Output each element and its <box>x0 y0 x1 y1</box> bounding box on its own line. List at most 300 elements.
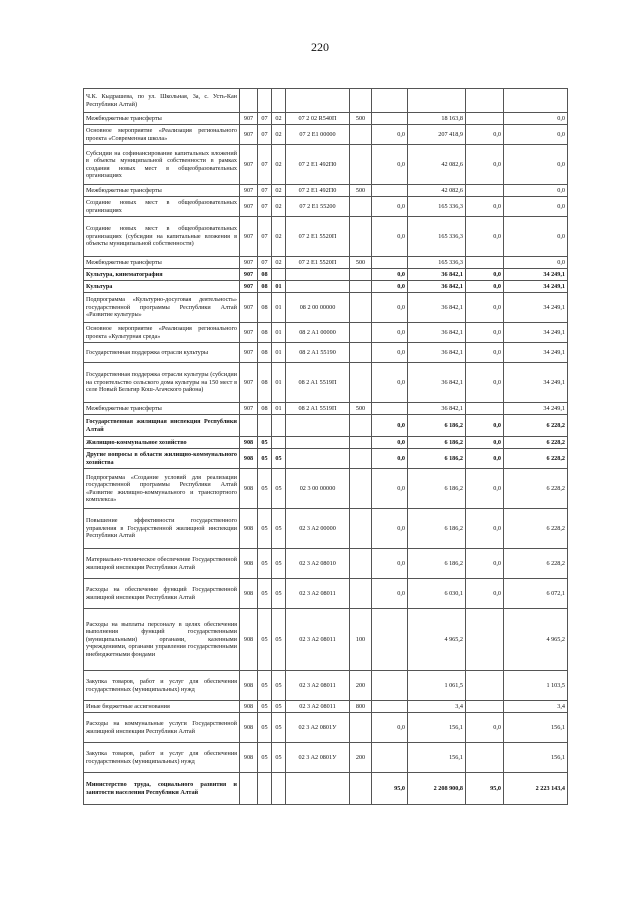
row-name: Иные бюджетные ассигнования <box>84 701 240 713</box>
table-row <box>84 415 568 437</box>
expense-type-code <box>350 773 372 805</box>
ministry-code: 907 <box>240 145 258 185</box>
ministry-code <box>240 89 258 113</box>
ministry-code: 907 <box>240 113 258 125</box>
subsection-code: 01 <box>272 281 286 293</box>
row-name: Закупка товаров, работ и услуг для обеспечения государственных (муниципальных) нужд <box>84 671 240 701</box>
value-1: 0,0 <box>372 197 408 217</box>
expense-type-code <box>350 579 372 609</box>
value-3 <box>466 701 504 713</box>
target-article-code: 08 2 A1 00000 <box>286 323 350 343</box>
value-4: 0,0 <box>504 185 568 197</box>
section-code: 08 <box>258 323 272 343</box>
expense-type-code <box>350 415 372 437</box>
target-article-code: 02 3 A2 0801У <box>286 713 350 743</box>
expense-type-code <box>350 549 372 579</box>
target-article-code: 07 2 E1 5520П <box>286 217 350 257</box>
value-1 <box>372 403 408 415</box>
expense-type-code <box>350 363 372 403</box>
value-1: 0,0 <box>372 579 408 609</box>
value-4: 1 103,5 <box>504 671 568 701</box>
value-2: 6 186,2 <box>408 437 466 449</box>
table-row <box>84 773 568 805</box>
ministry-code: 908 <box>240 713 258 743</box>
section-code <box>258 415 272 437</box>
value-1: 0,0 <box>372 415 408 437</box>
expense-type-code: 100 <box>350 609 372 671</box>
row-name: Межбюджетные трансферты <box>84 257 240 269</box>
value-1: 0,0 <box>372 293 408 323</box>
target-article-code: 08 2 A1 5519П <box>286 403 350 415</box>
table-row <box>84 125 568 145</box>
value-1: 0,0 <box>372 469 408 509</box>
subsection-code <box>272 269 286 281</box>
value-1: 0,0 <box>372 509 408 549</box>
table-row <box>84 185 568 197</box>
subsection-code: 05 <box>272 509 286 549</box>
ministry-code <box>240 773 258 805</box>
value-3: 95,0 <box>466 773 504 805</box>
row-name: Государственная жилищная инспекция Республики Алтай <box>84 415 240 437</box>
row-name: Создание новых мест в общеобразовательных организациях (субсидии на капитальные вложения в объекты муниципальной собственности) <box>84 217 240 257</box>
subsection-code: 02 <box>272 125 286 145</box>
value-4: 0,0 <box>504 197 568 217</box>
value-1: 0,0 <box>372 437 408 449</box>
target-article-code: 02 3 A2 00000 <box>286 509 350 549</box>
expense-type-code: 500 <box>350 257 372 269</box>
row-name: Расходы на обеспечение функций Государственной жилищной инспекции Республики Алтай <box>84 579 240 609</box>
section-code: 07 <box>258 145 272 185</box>
value-4: 34 249,1 <box>504 281 568 293</box>
row-name: Расходы на выплаты персоналу в целях обеспечения выполнения функций государственными (муниципальными) органами, казенными учреждениями, органами управления государственными внебюджетными фондами <box>84 609 240 671</box>
budget-table-body <box>84 89 568 805</box>
value-1: 0,0 <box>372 343 408 363</box>
value-3: 0,0 <box>466 323 504 343</box>
table-row <box>84 403 568 415</box>
value-1 <box>372 185 408 197</box>
row-name: Культура, кинематография <box>84 269 240 281</box>
table-row <box>84 217 568 257</box>
table-row <box>84 609 568 671</box>
subsection-code: 05 <box>272 743 286 773</box>
table-row <box>84 281 568 293</box>
row-name: Подпрограмма «Создание условий для реализации государственной программы Республики Алтай «Развитие жилищно-коммунального и транспортного комплекса» <box>84 469 240 509</box>
value-1: 0,0 <box>372 269 408 281</box>
section-code: 07 <box>258 257 272 269</box>
section-code: 07 <box>258 185 272 197</box>
row-name: Подпрограмма «Культурно-досуговая деятельность» государственной программы Республики Алтай «Развитие культуры» <box>84 293 240 323</box>
page-number: 220 <box>311 40 329 54</box>
value-1: 0,0 <box>372 549 408 579</box>
table-row <box>84 113 568 125</box>
subsection-code: 01 <box>272 293 286 323</box>
value-2: 3,4 <box>408 701 466 713</box>
section-code: 05 <box>258 579 272 609</box>
table-row <box>84 197 568 217</box>
value-1 <box>372 257 408 269</box>
value-2: 156,1 <box>408 713 466 743</box>
value-3: 0,0 <box>466 363 504 403</box>
row-name: Основное мероприятие «Реализация регионального проекта «Современная школа» <box>84 125 240 145</box>
ministry-code: 907 <box>240 293 258 323</box>
value-4: 3,4 <box>504 701 568 713</box>
expense-type-code: 500 <box>350 185 372 197</box>
section-code: 05 <box>258 449 272 469</box>
subsection-code <box>272 415 286 437</box>
ministry-code: 908 <box>240 449 258 469</box>
value-2: 36 842,1 <box>408 323 466 343</box>
target-article-code: 08 2 A1 55190 <box>286 343 350 363</box>
table-row <box>84 449 568 469</box>
subsection-code: 02 <box>272 257 286 269</box>
target-article-code: 07 2 E1 00000 <box>286 125 350 145</box>
expense-type-code: 500 <box>350 403 372 415</box>
value-2: 36 842,1 <box>408 269 466 281</box>
value-2: 6 186,2 <box>408 469 466 509</box>
target-article-code: 07 2 E1 5520П <box>286 257 350 269</box>
ministry-code: 908 <box>240 437 258 449</box>
ministry-code: 907 <box>240 197 258 217</box>
ministry-code: 908 <box>240 549 258 579</box>
section-code: 05 <box>258 509 272 549</box>
ministry-code: 908 <box>240 509 258 549</box>
section-code: 05 <box>258 701 272 713</box>
value-3: 0,0 <box>466 437 504 449</box>
value-3: 0,0 <box>466 449 504 469</box>
section-code: 08 <box>258 293 272 323</box>
section-code: 05 <box>258 469 272 509</box>
value-1 <box>372 89 408 113</box>
row-name: Субсидии на софинансирование капитальных вложений в объекты муниципальной собственности в рамках создания новых мест в общеобразовательных организациях <box>84 145 240 185</box>
ministry-code: 908 <box>240 743 258 773</box>
value-1: 0,0 <box>372 281 408 293</box>
subsection-code: 05 <box>272 701 286 713</box>
value-4: 156,1 <box>504 743 568 773</box>
value-2: 6 186,2 <box>408 549 466 579</box>
value-2: 42 082,6 <box>408 185 466 197</box>
target-article-code: 02 3 A2 0801У <box>286 743 350 773</box>
value-4: 6 228,2 <box>504 469 568 509</box>
section-code: 08 <box>258 403 272 415</box>
value-3: 0,0 <box>466 415 504 437</box>
value-2: 207 418,9 <box>408 125 466 145</box>
expense-type-code: 200 <box>350 743 372 773</box>
value-3 <box>466 671 504 701</box>
value-4: 0,0 <box>504 257 568 269</box>
table-row <box>84 469 568 509</box>
target-article-code: 02 3 00 00000 <box>286 469 350 509</box>
expense-type-code <box>350 293 372 323</box>
table-row <box>84 509 568 549</box>
value-4: 0,0 <box>504 145 568 185</box>
value-3 <box>466 743 504 773</box>
subsection-code: 01 <box>272 343 286 363</box>
target-article-code: 02 3 A2 08011 <box>286 579 350 609</box>
section-code: 07 <box>258 113 272 125</box>
subsection-code <box>272 773 286 805</box>
target-article-code: 02 3 A2 08011 <box>286 671 350 701</box>
value-2: 6 186,2 <box>408 509 466 549</box>
row-name: Межбюджетные трансферты <box>84 113 240 125</box>
value-4: 0,0 <box>504 113 568 125</box>
ministry-code: 907 <box>240 323 258 343</box>
expense-type-code <box>350 125 372 145</box>
value-4: 0,0 <box>504 125 568 145</box>
subsection-code: 05 <box>272 449 286 469</box>
ministry-code: 907 <box>240 185 258 197</box>
table-row <box>84 145 568 185</box>
value-4: 6 072,1 <box>504 579 568 609</box>
expense-type-code <box>350 281 372 293</box>
value-2: 156,1 <box>408 743 466 773</box>
expense-type-code <box>350 89 372 113</box>
target-article-code <box>286 281 350 293</box>
subsection-code: 02 <box>272 145 286 185</box>
target-article-code: 02 3 A2 08011 <box>286 701 350 713</box>
ministry-code: 907 <box>240 363 258 403</box>
value-3: 0,0 <box>466 343 504 363</box>
expense-type-code: 200 <box>350 671 372 701</box>
ministry-code: 907 <box>240 269 258 281</box>
subsection-code: 01 <box>272 363 286 403</box>
target-article-code: 08 2 A1 5519П <box>286 363 350 403</box>
value-3: 0,0 <box>466 269 504 281</box>
row-name: Государственная поддержка отрасли культуры <box>84 343 240 363</box>
expense-type-code <box>350 197 372 217</box>
value-1 <box>372 743 408 773</box>
subsection-code: 05 <box>272 671 286 701</box>
target-article-code: 02 3 A2 08010 <box>286 549 350 579</box>
section-code <box>258 773 272 805</box>
value-4 <box>504 89 568 113</box>
table-row <box>84 293 568 323</box>
expense-type-code <box>350 437 372 449</box>
table-row <box>84 363 568 403</box>
table-row <box>84 323 568 343</box>
value-3: 0,0 <box>466 509 504 549</box>
value-2 <box>408 89 466 113</box>
value-1: 0,0 <box>372 145 408 185</box>
subsection-code: 05 <box>272 549 286 579</box>
ministry-code: 907 <box>240 125 258 145</box>
section-code: 07 <box>258 217 272 257</box>
row-name: Другие вопросы в области жилищно-коммунального хозяйства <box>84 449 240 469</box>
section-code: 08 <box>258 343 272 363</box>
expense-type-code <box>350 509 372 549</box>
value-2: 2 208 900,8 <box>408 773 466 805</box>
subsection-code: 02 <box>272 217 286 257</box>
row-name: Межбюджетные трансферты <box>84 403 240 415</box>
expense-type-code <box>350 145 372 185</box>
expense-type-code <box>350 323 372 343</box>
section-code: 07 <box>258 197 272 217</box>
ministry-code: 908 <box>240 579 258 609</box>
table-row <box>84 743 568 773</box>
target-article-code <box>286 269 350 281</box>
value-1 <box>372 671 408 701</box>
section-code: 05 <box>258 743 272 773</box>
value-2: 42 082,6 <box>408 145 466 185</box>
value-3: 0,0 <box>466 125 504 145</box>
value-4: 34 249,1 <box>504 269 568 281</box>
budget-table <box>83 88 568 805</box>
value-2: 6 030,1 <box>408 579 466 609</box>
row-name: Повышение эффективности государственного управления в Государственной жилищной инспекции Республики Алтай <box>84 509 240 549</box>
section-code: 05 <box>258 437 272 449</box>
value-3 <box>466 89 504 113</box>
ministry-code: 908 <box>240 701 258 713</box>
value-2: 36 842,1 <box>408 363 466 403</box>
value-2: 18 163,8 <box>408 113 466 125</box>
table-row <box>84 713 568 743</box>
row-name: Жилищно-коммунальное хозяйство <box>84 437 240 449</box>
table-row <box>84 671 568 701</box>
value-2: 36 842,1 <box>408 281 466 293</box>
value-3: 0,0 <box>466 713 504 743</box>
ministry-code: 908 <box>240 469 258 509</box>
value-3 <box>466 609 504 671</box>
subsection-code <box>272 437 286 449</box>
value-1: 0,0 <box>372 323 408 343</box>
value-3: 0,0 <box>466 197 504 217</box>
row-name: Создание новых мест в общеобразовательных организациях <box>84 197 240 217</box>
value-1: 0,0 <box>372 217 408 257</box>
subsection-code: 02 <box>272 185 286 197</box>
value-4: 34 249,1 <box>504 363 568 403</box>
value-4: 6 228,2 <box>504 549 568 579</box>
value-4: 34 249,1 <box>504 293 568 323</box>
subsection-code: 02 <box>272 113 286 125</box>
row-name: Материально-техническое обеспечение Государственной жилищной инспекции Республики Алтай <box>84 549 240 579</box>
subsection-code: 05 <box>272 579 286 609</box>
row-name: Ч.К. Кыдрашева, по ул. Школьная, 3а, с. Усть-Кан Республики Алтай) <box>84 89 240 113</box>
value-2: 165 336,3 <box>408 217 466 257</box>
row-name: Культура <box>84 281 240 293</box>
target-article-code <box>286 773 350 805</box>
table-row <box>84 579 568 609</box>
value-4: 0,0 <box>504 217 568 257</box>
target-article-code <box>286 449 350 469</box>
value-4: 34 249,1 <box>504 403 568 415</box>
value-3: 0,0 <box>466 145 504 185</box>
value-2: 6 186,2 <box>408 415 466 437</box>
expense-type-code <box>350 469 372 509</box>
value-4: 156,1 <box>504 713 568 743</box>
ministry-code: 908 <box>240 609 258 671</box>
ministry-code: 908 <box>240 671 258 701</box>
value-3: 0,0 <box>466 281 504 293</box>
value-1 <box>372 609 408 671</box>
section-code: 08 <box>258 363 272 403</box>
expense-type-code <box>350 713 372 743</box>
table-row <box>84 269 568 281</box>
subsection-code: 01 <box>272 403 286 415</box>
ministry-code <box>240 415 258 437</box>
subsection-code: 02 <box>272 197 286 217</box>
value-3: 0,0 <box>466 549 504 579</box>
value-2: 1 061,5 <box>408 671 466 701</box>
ministry-code: 907 <box>240 403 258 415</box>
row-name: Министерство труда, социального развития и занятости населения Республики Алтай <box>84 773 240 805</box>
value-4: 34 249,1 <box>504 323 568 343</box>
value-4: 4 965,2 <box>504 609 568 671</box>
value-2: 36 842,1 <box>408 343 466 363</box>
target-article-code <box>286 437 350 449</box>
value-3 <box>466 185 504 197</box>
value-3 <box>466 403 504 415</box>
row-name: Межбюджетные трансферты <box>84 185 240 197</box>
row-name: Государственная поддержка отрасли культуры (субсидии на строительство сельского дома культуры на 150 мест в селе Новый Бельтир Кош-Агачского района) <box>84 363 240 403</box>
section-code: 05 <box>258 713 272 743</box>
value-3: 0,0 <box>466 469 504 509</box>
expense-type-code <box>350 217 372 257</box>
value-1: 95,0 <box>372 773 408 805</box>
expense-type-code <box>350 449 372 469</box>
value-2: 165 336,3 <box>408 197 466 217</box>
table-row <box>84 437 568 449</box>
target-article-code <box>286 415 350 437</box>
subsection-code: 01 <box>272 323 286 343</box>
target-article-code: 07 2 E1 55200 <box>286 197 350 217</box>
subsection-code: 05 <box>272 713 286 743</box>
value-1 <box>372 113 408 125</box>
value-3: 0,0 <box>466 217 504 257</box>
value-4: 6 228,2 <box>504 415 568 437</box>
row-name: Расходы на коммунальные услуги Государственной жилищной инспекции Республики Алтай <box>84 713 240 743</box>
table-row <box>84 343 568 363</box>
value-1: 0,0 <box>372 125 408 145</box>
subsection-code <box>272 89 286 113</box>
target-article-code <box>286 89 350 113</box>
value-2: 165 336,3 <box>408 257 466 269</box>
value-1: 0,0 <box>372 449 408 469</box>
value-2: 6 186,2 <box>408 449 466 469</box>
table-row <box>84 89 568 113</box>
row-name: Основное мероприятие «Реализация регионального проекта «Культурная среда» <box>84 323 240 343</box>
section-code: 08 <box>258 281 272 293</box>
section-code <box>258 89 272 113</box>
target-article-code: 07 2 E1 492П0 <box>286 185 350 197</box>
value-3 <box>466 257 504 269</box>
section-code: 05 <box>258 609 272 671</box>
section-code: 07 <box>258 125 272 145</box>
value-4: 2 223 143,4 <box>504 773 568 805</box>
value-2: 36 842,1 <box>408 293 466 323</box>
expense-type-code: 500 <box>350 113 372 125</box>
table-row <box>84 257 568 269</box>
expense-type-code: 800 <box>350 701 372 713</box>
value-3 <box>466 113 504 125</box>
value-4: 34 249,1 <box>504 343 568 363</box>
value-2: 36 842,1 <box>408 403 466 415</box>
ministry-code: 907 <box>240 257 258 269</box>
section-code: 05 <box>258 549 272 579</box>
expense-type-code <box>350 343 372 363</box>
value-1: 0,0 <box>372 713 408 743</box>
section-code: 05 <box>258 671 272 701</box>
section-code: 08 <box>258 269 272 281</box>
expense-type-code <box>350 269 372 281</box>
value-3: 0,0 <box>466 579 504 609</box>
ministry-code: 907 <box>240 217 258 257</box>
value-1 <box>372 701 408 713</box>
row-name: Закупка товаров, работ и услуг для обеспечения государственных (муниципальных) нужд <box>84 743 240 773</box>
ministry-code: 907 <box>240 343 258 363</box>
value-4: 6 228,2 <box>504 509 568 549</box>
subsection-code: 05 <box>272 469 286 509</box>
value-3: 0,0 <box>466 293 504 323</box>
ministry-code: 907 <box>240 281 258 293</box>
